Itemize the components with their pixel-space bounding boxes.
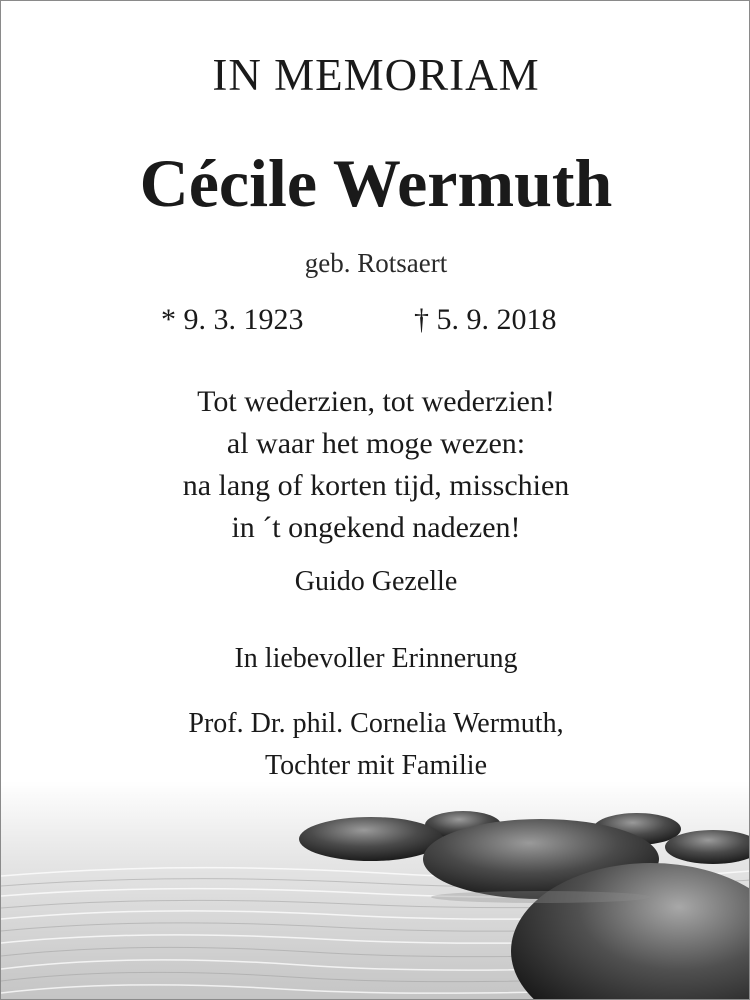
signed-by [1, 703, 750, 787]
poem-author: Guido Gezelle [294, 566, 458, 597]
maiden-name: geb. Rotsaert [304, 248, 448, 278]
signer-line: Prof. Dr. phil. Cornelia Wermuth, [188, 708, 564, 739]
poem-line: Tot wederzien, tot wederzien! [197, 385, 555, 418]
poem-line: in ´t ongekend nadezen! [231, 511, 521, 544]
poem-line: al waar het moge wezen: [226, 427, 526, 460]
signer-line: Tochter mit Familie [265, 750, 487, 781]
birth-date: * 9. 3. 1923 [161, 303, 304, 336]
remembrance-line: In liebevoller Erinnerung [234, 643, 518, 674]
zen-stones-on-water-image [1, 781, 750, 1000]
notice-heading: IN MEMORIAM [212, 50, 540, 100]
deceased-name: Cécile Wermuth [139, 145, 613, 221]
poem [1, 381, 750, 549]
poem-line: na lang of korten tijd, misschien [182, 469, 570, 502]
death-date: † 5. 9. 2018 [414, 303, 557, 336]
